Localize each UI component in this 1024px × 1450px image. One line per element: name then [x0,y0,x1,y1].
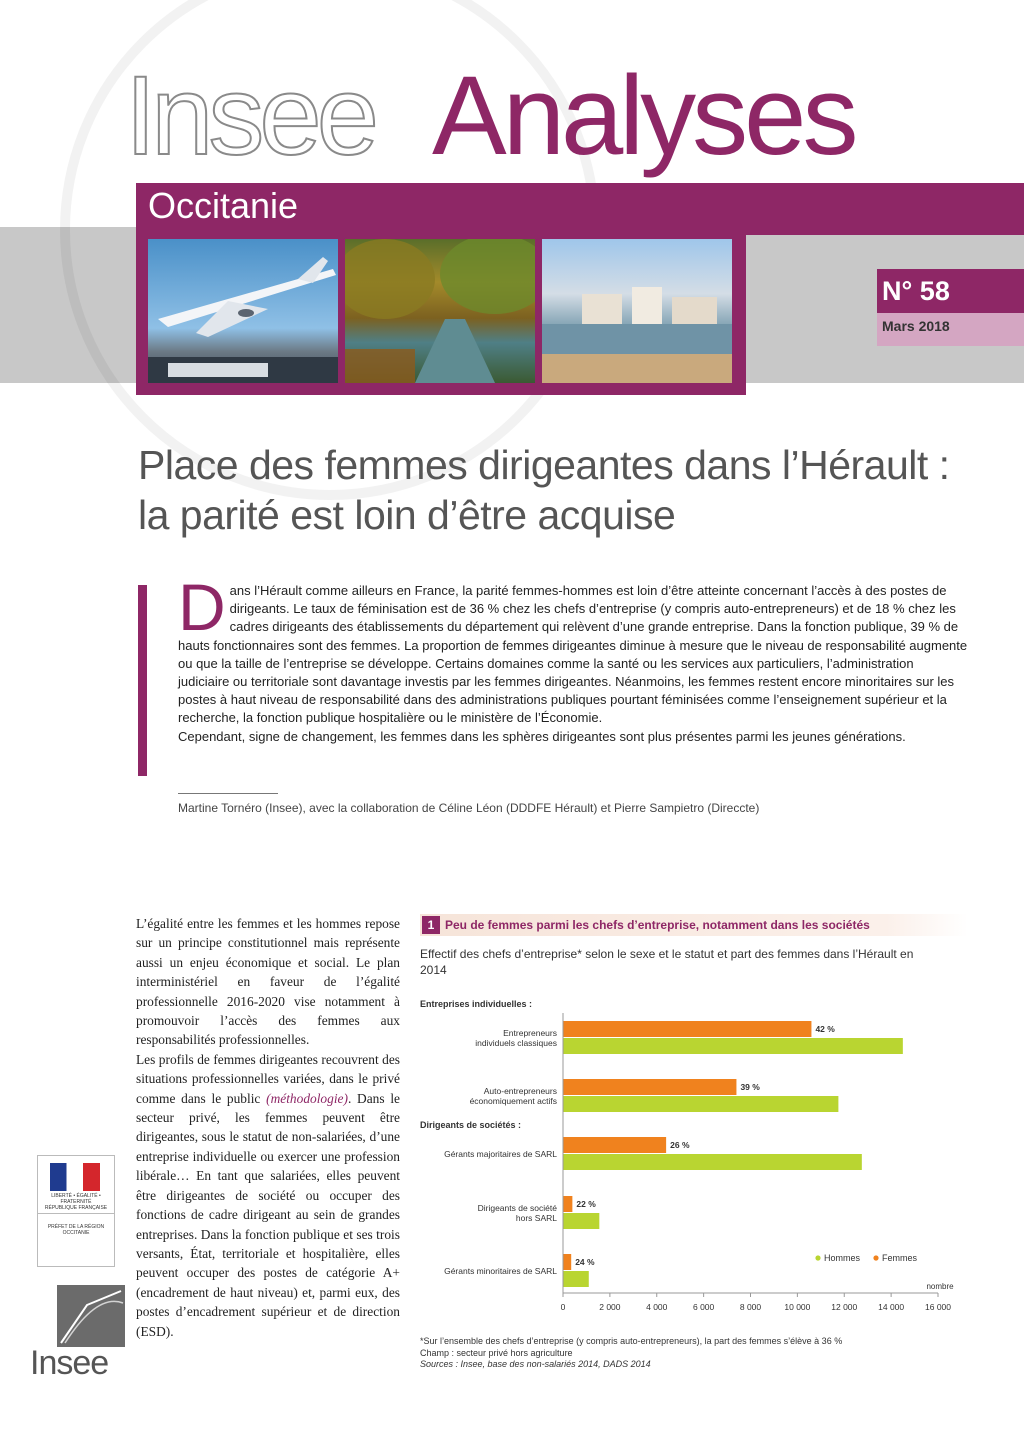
chart-group-label: Dirigeants de sociétés : [420,1120,522,1130]
airplane-illustration [148,239,338,383]
brand-analyses: Analyses [432,53,855,178]
republic-motto: LIBERTÉ • ÉGALITÉ • FRATERNITÉ RÉPUBLIQUE FRANÇAISE [44,1193,108,1211]
chart-x-tick-label: 12 000 [831,1302,858,1312]
chart-data-label: 22 % [576,1199,596,1209]
title-line-1: Place des femmes dirigeantes dans l’Hérault : [138,442,950,488]
figure-source: Sources : Insee, base des non-salariés 2014, DADS 2014 [420,1359,651,1369]
body-paragraph-2-start: Les profils de femmes dirigeantes recouvrent des situations professionnelles variées, dans le privé comme dans le public [136,1051,400,1106]
chart-bar-femmes [563,1021,811,1037]
authors-line: Martine Tornéro (Insee), avec la collaboration de Céline Léon (DDDFE Hérault) et Pierre Sampietro (Direccte) [178,801,760,815]
chart-x-tick-label: 10 000 [784,1302,811,1312]
chart-bar-hommes [563,1154,862,1170]
chart-legend-marker [815,1255,820,1260]
chart-category-label: Gérants minoritaires de SARL [444,1266,557,1276]
beach-illustration [542,239,732,383]
canal-illustration [345,239,535,383]
photo-beach [542,239,732,383]
chart-x-axis-label: nombre [926,1282,954,1291]
chart-legend-label: Hommes [824,1253,861,1263]
abstract-text-2: Cependant, signe de changement, les femmes dans les sphères dirigeantes sont plus présentes parmi les jeunes générations. [178,728,906,744]
chart-bar-hommes [563,1096,838,1112]
issue-date: Mars 2018 [882,318,950,334]
figure-champ: Champ : secteur privé hors agriculture [420,1347,573,1358]
chart-bar-hommes [563,1038,903,1054]
chart-x-tick-label: 14 000 [878,1302,905,1312]
chart-x-tick-label: 4 000 [646,1302,668,1312]
figure-note: *Sur l’ensemble des chefs d’entreprise (y compris auto-entrepreneurs), la part des femmes s’élève à 36 % [420,1336,843,1346]
chart-bar-hommes [563,1271,589,1287]
chart-x-tick-label: 0 [560,1302,566,1312]
prefet-text: PRÉFET DE LA RÉGION OCCITANIE [47,1224,105,1236]
photo-canal [345,239,535,383]
marianne-flag-icon [50,1163,100,1191]
chart-category-label: individuels classiques [475,1038,557,1048]
issue-number: N° 58 [882,276,950,306]
chart-bar-femmes [563,1137,666,1153]
brand-insee: Insee [125,53,374,178]
chart-legend-marker [873,1255,878,1260]
abstract-accent-bar [138,585,147,776]
chart-data-label: 26 % [670,1140,690,1150]
chart-category-label: Gérants majoritaires de SARL [444,1149,557,1159]
figure-number: 1 [422,916,440,934]
insee-logo-icon [57,1285,125,1347]
abstract-divider [178,793,278,794]
insee-wordmark: Insee [30,1344,109,1382]
abstract-text: ans l’Hérault comme ailleurs en France, la parité femmes-hommes est loin d’être atteinte concernant l’accès à des postes de dirigeants. Le taux de féminisation est de 36 % chez les chefs d’entreprise (y compris auto-entrepreneurs) et de 18 % chez les cadres dirigeants des établissements du département qui relèvent d’une grande entreprise. Dans la fonction publique, 39 % de hauts fonctionnaires sont des femmes. La proportion de femmes dirigeantes diminue à mesure que le niveau de responsabilité augmente ou que la taille de l’entreprise se développe. Certains domaines comme la santé ou les services aux particuliers, l’administration judiciaire ou territoriale sont davantage investis par les femmes dirigeantes. Néanmoins, les femmes restent encore minoritaires sur les postes à haut niveau de responsabilité dans des administrations publiques pourtant féminisées comme l’enseignement supérieur et la recherche, la fonction publique hospitalière ou le ministère de l’Économie. [178,583,968,726]
chart-x-tick-label: 16 000 [925,1302,951,1312]
body-paragraph-2-end: . Dans le secteur privé, les femmes peuvent être dirigeantes, sous le statut de non-salariées, d’une entreprise individuelle ou exercer une profession libérale… En tant que salariées, elles peuvent être dirigeantes de société ou occuper des fonctions de cadre dirigeant au sein de grandes entreprises. Dans la fonction publique et ses trois versants, État, territoriale et hospitalière, elles peuvent occuper des postes de catégorie A+ (encadrement de haut niveau) et, parmi eux, des postes d’encadrement supérieur et de direction (ESD). [136,1090,400,1339]
chart-legend-label: Femmes [882,1253,918,1263]
chart-bar-femmes [563,1079,736,1095]
chart-x-tick-label: 6 000 [692,1302,715,1312]
figure-subtitle: Effectif des chefs d’entreprise* selon le sexe et le statut et part des femmes dans l’Hérault en 2014 [420,947,914,977]
photo-airplane [148,239,338,383]
body-paragraph-1: L’égalité entre les femmes et les hommes repose sur un principe constitutionnel mais représente aussi un enjeu économique et social. Le plan interministériel en faveur de l’égalité professionnelle 2016-2020 vise notamment à promouvoir l’accès des femmes aux responsabilités professionnelles. [136,916,400,1048]
chart-bar-femmes [563,1196,572,1212]
chart-bar-hommes [563,1213,599,1229]
chart-category-label: économiquement actifs [469,1096,557,1106]
chart-category-label: Entrepreneurs [503,1028,557,1038]
page-title [138,440,998,540]
bar-chart [418,995,978,1320]
chart-data-label: 24 % [575,1257,595,1267]
region-name: Occitanie [148,185,299,226]
chart-x-tick-label: 2 000 [599,1302,621,1312]
abstract-dropcap: D [178,570,226,644]
title-line-2: la parité est loin d’être acquise [138,492,676,538]
body-paragraph-2 [136,1050,400,1341]
figure-notes [420,1336,980,1371]
chart-category-label: Auto-entrepreneurs [483,1086,557,1096]
chart-category-label: hors SARL [515,1213,557,1223]
logo-divider [37,1213,115,1214]
body-column [136,914,400,1341]
chart-data-label: 42 % [815,1024,835,1034]
chart-x-tick-label: 8 000 [739,1302,762,1312]
chart-data-label: 39 % [740,1082,760,1092]
abstract [178,570,968,746]
figure-title: Peu de femmes parmi les chefs d’entreprise, notamment dans les sociétés [445,918,870,932]
methodology-link[interactable]: (méthodologie) [266,1090,348,1106]
chart-category-label: Dirigeants de société [477,1203,557,1213]
chart-group-label: Entreprises individuelles : [420,999,533,1009]
chart-bar-femmes [563,1254,571,1270]
